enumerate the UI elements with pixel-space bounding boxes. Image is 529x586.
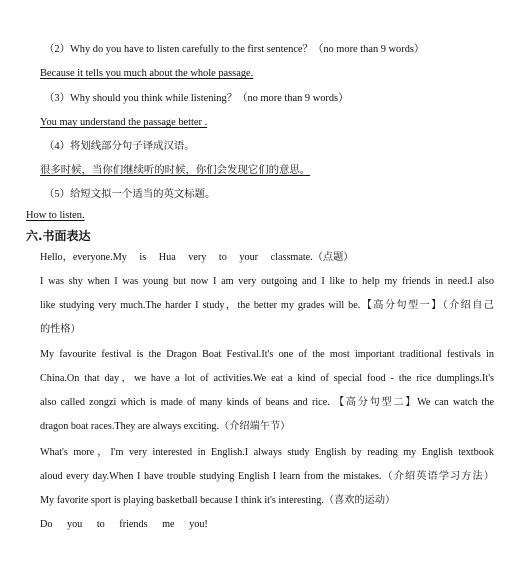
question-5-prompt: （5）给短文拟一个适当的英文标题。 — [44, 189, 216, 200]
question-3-answer: You may understand the passage better . — [40, 117, 208, 128]
essay-paragraph-3-line-1: What's more，I'm very interested in English.I always study English by reading my English textbook — [40, 447, 494, 458]
essay-paragraph-2-line-2: China.On that day，we have a lot of activities.We eat a kind of special food - the rice dumplings.It's — [40, 373, 494, 384]
essay-paragraph-1-line-2: like studying very much.The harder I study，the better my grades will be.【高分句型一】（介绍自己 — [40, 300, 494, 311]
question-4-answer: 很多时候，当你们继续听的时候，你们会发现它们的意思。 — [40, 165, 311, 176]
essay-paragraph-1-line-1: I was shy when I was young but now I am very outgoing and I like to help my friends in need.I also — [40, 276, 494, 287]
essay-paragraph-4-line-1: My favorite sport is playing basketball because I think it's interesting.（喜欢的运动） — [40, 495, 396, 506]
question-5-answer: How to listen. — [26, 210, 85, 221]
question-2-prompt: （2）Why do you have to listen carefully to the first sentence？（no more than 9 words） — [44, 44, 425, 55]
essay-paragraph-2-line-1: My favourite festival is the Dragon Boat Festival.It's one of the most important traditional festivals in — [40, 349, 494, 360]
essay-paragraph-3-line-2: aloud every day.When I have trouble studying English I learn from the mistakes.（介绍英语学习方法） — [40, 471, 494, 482]
essay-paragraph-2-line-3: also called zongzi which is made of many kinds of beans and rice. 【高分句型二】We can watch the — [40, 397, 494, 408]
essay-closing: Do you to friends me you! — [40, 519, 208, 530]
question-3-prompt: （3）Why should you think while listening？（no more than 9 words） — [44, 93, 349, 104]
essay-paragraph-2-line-4: dragon boat races.They are always exciting.（介绍端午节） — [40, 421, 291, 432]
essay-greeting: Hello，everyone.My is Hua very to your classmate.（点题） — [40, 252, 354, 263]
question-2-answer: Because it tells you much about the whole passage. — [40, 68, 254, 79]
question-4-prompt: （4）将划线部分句子译成汉语。 — [44, 141, 195, 152]
essay-paragraph-1-line-3: 的性格） — [40, 324, 81, 335]
section-heading: 六.书面表达 — [26, 229, 91, 243]
